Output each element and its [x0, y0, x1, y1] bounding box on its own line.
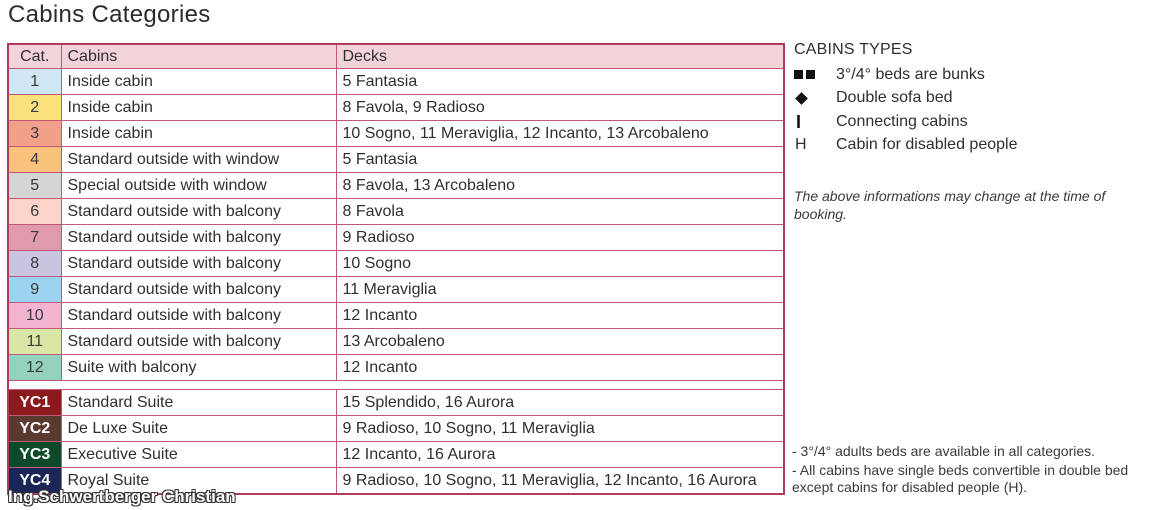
cabins-table-wrapper	[7, 43, 783, 495]
table-row	[8, 277, 784, 303]
table-row	[8, 147, 784, 173]
decks-cell: 10 Sogno, 11 Meraviglia, 12 Incanto, 13 Arcobaleno	[336, 121, 784, 147]
legend-item-sofa-bed	[794, 87, 1144, 111]
cabin-cell: Standard outside with balcony	[61, 277, 336, 303]
cabin-cell: Standard outside with balcony	[61, 225, 336, 251]
footnote-single-beds: - All cabins have single beds convertible in double bed except cabins for disabled people (H).	[792, 462, 1129, 495]
cabins-table	[7, 43, 785, 495]
cat-cell: YC1	[8, 390, 61, 416]
table-row	[8, 416, 784, 442]
page-title: Cabins Categories	[8, 1, 211, 28]
cat-cell: 7	[8, 225, 61, 251]
header-cat: Cat.	[8, 44, 61, 69]
cat-cell: 10	[8, 303, 61, 329]
cat-cell: 1	[8, 69, 61, 95]
decks-cell: 8 Favola, 13 Arcobaleno	[336, 173, 784, 199]
footnote-adult-beds: - 3°/4° adults beds are available in all categories.	[792, 443, 1096, 459]
decks-cell: 9 Radioso, 10 Sogno, 11 Meraviglia, 12 Incanto, 16 Aurora	[336, 468, 784, 495]
diamond-icon	[794, 94, 836, 103]
table-row	[8, 69, 784, 95]
header-cabins: Cabins	[61, 44, 336, 69]
cat-cell: YC3	[8, 442, 61, 468]
cabin-cell: Standard outside with balcony	[61, 329, 336, 355]
cat-cell: 12	[8, 355, 61, 381]
decks-cell: 10 Sogno	[336, 251, 784, 277]
double-square-icon	[794, 70, 836, 79]
table-row	[8, 329, 784, 355]
cabin-cell: Special outside with window	[61, 173, 336, 199]
table-row	[8, 173, 784, 199]
decks-cell: 12 Incanto	[336, 303, 784, 329]
table-row	[8, 390, 784, 416]
legend-item-disabled	[794, 134, 1144, 158]
cabin-cell: Executive Suite	[61, 442, 336, 468]
decks-cell: 13 Arcobaleno	[336, 329, 784, 355]
cabin-types-legend	[794, 41, 1144, 157]
h-letter-icon: H	[795, 136, 807, 154]
cabin-cell: Suite with balcony	[61, 355, 336, 381]
cat-cell: 5	[8, 173, 61, 199]
decks-cell: 12 Incanto, 16 Aurora	[336, 442, 784, 468]
legend-label: Double sofa bed	[836, 89, 953, 107]
table-row	[8, 303, 784, 329]
table-row	[8, 225, 784, 251]
legend-label: Cabin for disabled people	[836, 136, 1018, 154]
cabin-cell: Standard outside with balcony	[61, 303, 336, 329]
table-row	[8, 251, 784, 277]
cabin-cell: Standard Suite	[61, 390, 336, 416]
separator-cell	[8, 381, 784, 390]
decks-cell: 9 Radioso, 10 Sogno, 11 Meraviglia	[336, 416, 784, 442]
cat-cell: 9	[8, 277, 61, 303]
legend-item-bunks	[794, 63, 1144, 87]
cabin-cell: Royal Suite	[61, 468, 336, 495]
legend-title: CABINS TYPES	[794, 41, 913, 58]
decks-cell: 9 Radioso	[336, 225, 784, 251]
connecting-icon: I	[796, 111, 802, 132]
cat-cell: 4	[8, 147, 61, 173]
decks-cell: 12 Incanto	[336, 355, 784, 381]
decks-cell: 11 Meraviglia	[336, 277, 784, 303]
cat-cell: 11	[8, 329, 61, 355]
decks-cell: 5 Fantasia	[336, 147, 784, 173]
decks-cell: 8 Favola	[336, 199, 784, 225]
decks-cell: 5 Fantasia	[336, 69, 784, 95]
cat-cell: 2	[8, 95, 61, 121]
cabin-cell: Inside cabin	[61, 95, 336, 121]
cat-cell: 6	[8, 199, 61, 225]
cabin-cell: Standard outside with balcony	[61, 199, 336, 225]
cabin-cell: Standard outside with window	[61, 147, 336, 173]
cabins-table-body	[8, 69, 784, 495]
table-row	[8, 442, 784, 468]
cat-cell: YC2	[8, 416, 61, 442]
cabin-cell: Standard outside with balcony	[61, 251, 336, 277]
cabin-cell: Inside cabin	[61, 121, 336, 147]
cat-cell: YC4	[8, 468, 61, 495]
table-header-row	[8, 44, 784, 69]
legend-label: 3°/4° beds are bunks	[836, 65, 985, 83]
decks-cell: 8 Favola, 9 Radioso	[336, 95, 784, 121]
disclaimer-text: The above informations may change at the time of booking.	[794, 188, 1106, 222]
table-row	[8, 121, 784, 147]
table-row	[8, 199, 784, 225]
legend-item-connecting	[794, 110, 1144, 134]
cat-cell: 8	[8, 251, 61, 277]
cat-cell: 3	[8, 121, 61, 147]
table-row	[8, 95, 784, 121]
table-row	[8, 355, 784, 381]
header-decks: Decks	[336, 44, 784, 69]
cabin-cell: Inside cabin	[61, 69, 336, 95]
footnotes	[792, 443, 1148, 498]
table-separator-row	[8, 381, 784, 390]
legend-label: Connecting cabins	[836, 112, 968, 130]
author-watermark: Ing.Schwertberger Christian	[8, 487, 236, 506]
cabin-cell: De Luxe Suite	[61, 416, 336, 442]
decks-cell: 15 Splendido, 16 Aurora	[336, 390, 784, 416]
